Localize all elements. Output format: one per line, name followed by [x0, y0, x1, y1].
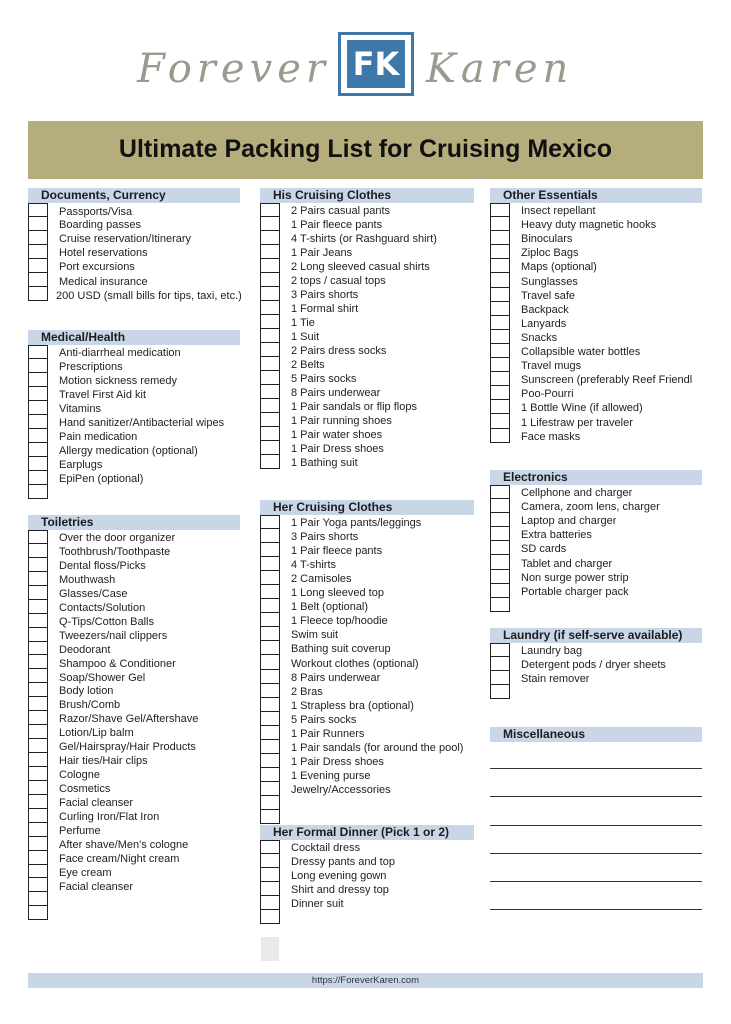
list-item: Poo-Pourri [521, 388, 574, 401]
checkbox[interactable] [261, 273, 279, 287]
checkbox[interactable] [29, 628, 47, 642]
list-item: 2 tops / casual tops [291, 275, 386, 287]
checkbox-column-documents [28, 203, 48, 301]
section-header-toiletries: Toiletries [28, 515, 240, 530]
checkbox[interactable] [261, 441, 279, 455]
checkbox-column-medical [28, 345, 48, 499]
checkbox[interactable] [29, 429, 47, 443]
checkbox[interactable] [29, 697, 47, 711]
checkbox-column-her [260, 515, 280, 824]
checkbox[interactable] [491, 685, 509, 699]
checkbox[interactable] [29, 415, 47, 429]
write-in-line[interactable] [490, 881, 702, 882]
checkbox[interactable] [261, 684, 279, 698]
checkbox[interactable] [261, 768, 279, 782]
checkbox[interactable] [261, 203, 279, 217]
logo-word-right: Karen [426, 46, 574, 92]
list-item: 1 Belt (optional) [291, 601, 369, 614]
checkbox[interactable] [491, 358, 509, 372]
list-item: Maps (optional) [521, 261, 597, 274]
checkbox[interactable] [29, 345, 47, 359]
checkbox[interactable] [29, 544, 47, 558]
checkbox[interactable] [261, 698, 279, 712]
checkbox[interactable] [29, 781, 47, 795]
list-item: 4 T-shirts [291, 559, 337, 572]
list-item: Razor/Shave Gel/Aftershave [59, 713, 199, 726]
list-item: 1 Evening purse [291, 769, 371, 782]
checkbox[interactable] [29, 443, 47, 457]
list-item: Lanyards [521, 317, 567, 330]
list-item: Cosmetics [59, 783, 111, 796]
list-item: 1 Formal shirt [291, 303, 359, 315]
checkbox[interactable] [261, 571, 279, 585]
checkbox[interactable] [29, 572, 47, 586]
checkbox[interactable] [261, 627, 279, 641]
list-item: 1 Pair sandals (for around the pool) [291, 741, 464, 754]
section-header-misc: Miscellaneous [490, 727, 702, 742]
checkbox[interactable] [491, 245, 509, 259]
list-item: 1 Pair water shoes [291, 429, 383, 441]
list-item: Lotion/Lip balm [59, 727, 134, 740]
checkbox[interactable] [29, 753, 47, 767]
section-header-electronics: Electronics [490, 470, 702, 485]
checkbox[interactable] [29, 767, 47, 781]
checkbox[interactable] [29, 614, 47, 628]
list-item: Motion sickness remedy [59, 375, 177, 387]
list-item: 1 Pair Jeans [291, 247, 353, 259]
list-item: 1 Bottle Wine (if allowed) [521, 402, 643, 415]
list-item: Tablet and charger [521, 557, 613, 570]
list-item: Sunglasses [521, 275, 578, 288]
list-item: Binoculars [521, 233, 573, 246]
section-header-formal: Her Formal Dinner (Pick 1 or 2) [260, 825, 474, 840]
list-item: Facial cleanser [59, 880, 133, 893]
list-item: Hand sanitizer/Antibacterial wipes [59, 417, 225, 429]
list-item: Face cream/Night cream [59, 852, 180, 865]
write-in-line[interactable] [490, 825, 702, 826]
list-item: Soap/Shower Gel [59, 671, 146, 684]
list-item: 3 Pairs shorts [291, 289, 359, 301]
checkbox[interactable] [261, 217, 279, 231]
list-item: Vitamins [59, 403, 101, 415]
list-item: Allergy medication (optional) [59, 445, 198, 457]
write-in-line[interactable] [490, 796, 702, 797]
checkbox[interactable] [261, 557, 279, 571]
list-item: Workout clothes (optional) [291, 657, 419, 670]
checkbox[interactable] [29, 795, 47, 809]
checkbox[interactable] [261, 515, 279, 529]
list-item: Gel/Hairspray/Hair Products [59, 741, 196, 754]
checkbox[interactable] [261, 245, 279, 259]
checkbox-column-toiletries [28, 530, 48, 920]
checkbox[interactable] [29, 809, 47, 823]
checkbox[interactable] [29, 359, 47, 373]
checkbox[interactable] [29, 655, 47, 669]
list-item: 1 Strapless bra (optional) [291, 699, 414, 712]
checkbox[interactable] [29, 725, 47, 739]
list-item: Long evening gown [291, 870, 387, 882]
checkbox[interactable] [261, 712, 279, 726]
list-item: 8 Pairs underwear [291, 387, 381, 399]
list-item: Deodorant [59, 643, 111, 656]
list-item: 5 Pairs socks [291, 373, 357, 385]
checkbox-column-his [260, 203, 280, 469]
checkbox[interactable] [29, 530, 47, 544]
list-item: Stain remover [521, 673, 590, 685]
checkbox[interactable] [491, 541, 509, 555]
list-item: 1 Bathing suit [291, 457, 358, 469]
list-item: Medical insurance [59, 276, 148, 288]
checkbox[interactable] [491, 386, 509, 400]
list-item: Snacks [521, 331, 558, 344]
checkbox[interactable] [261, 896, 279, 910]
list-item: Ziploc Bags [521, 247, 579, 260]
list-item: Toothbrush/Toothpaste [59, 545, 171, 558]
list-item: 3 Pairs shorts [291, 531, 359, 544]
checkbox[interactable] [491, 273, 509, 287]
list-item: 2 Pairs casual pants [291, 205, 391, 217]
checkbox[interactable] [29, 259, 47, 273]
checkbox[interactable] [491, 217, 509, 231]
checkbox[interactable] [29, 273, 47, 287]
checkbox[interactable] [29, 739, 47, 753]
checkbox[interactable] [491, 259, 509, 273]
list-item: Mouthwash [59, 573, 116, 586]
checkbox[interactable] [29, 231, 47, 245]
checkbox[interactable] [29, 245, 47, 259]
list-item: 200 USD (small bills for tips, taxi, etc.) [56, 290, 242, 302]
checkbox[interactable] [29, 878, 47, 892]
checkbox[interactable] [261, 259, 279, 273]
checkbox[interactable] [491, 429, 509, 443]
list-item: Bathing suit coverup [291, 643, 391, 656]
checkbox[interactable] [261, 427, 279, 441]
list-item: Heavy duty magnetic hooks [521, 219, 657, 232]
list-item: Dinner suit [291, 898, 344, 910]
checkbox-column-formal [260, 840, 280, 924]
checkbox[interactable] [491, 372, 509, 386]
checkbox[interactable] [29, 711, 47, 725]
footer-url: https://ForeverKaren.com [28, 973, 703, 988]
checkbox[interactable] [261, 585, 279, 599]
write-in-line[interactable] [490, 909, 702, 910]
list-item: Backpack [521, 303, 569, 316]
list-item: 2 Belts [291, 359, 325, 371]
list-item: Anti-diarrheal medication [59, 347, 181, 359]
page-title: Ultimate Packing List for Cruising Mexico [118, 135, 613, 163]
write-in-line[interactable] [490, 853, 702, 854]
list-item: 1 Pair Yoga pants/leggings [291, 517, 422, 529]
checkbox[interactable] [29, 471, 47, 485]
list-item: Curling Iron/Flat Iron [59, 811, 160, 823]
checkbox[interactable] [29, 892, 47, 906]
checkbox[interactable] [491, 288, 509, 302]
checkbox[interactable] [491, 330, 509, 344]
checkbox[interactable] [261, 754, 279, 768]
list-item: 1 Pair Dress shoes [291, 443, 384, 455]
list-item: Shirt and dressy top [291, 884, 389, 896]
list-item: 2 Pairs dress socks [291, 345, 387, 357]
list-item: Swim suit [291, 629, 339, 642]
list-item: Body lotion [59, 685, 114, 698]
checkbox[interactable] [491, 203, 509, 217]
section-header-medical: Medical/Health [28, 330, 240, 345]
checkbox[interactable] [29, 823, 47, 837]
list-item: Pain medication [59, 431, 138, 443]
checkbox[interactable] [261, 329, 279, 343]
list-item: 8 Pairs underwear [291, 671, 381, 684]
list-item: Shampoo & Conditioner [59, 657, 176, 670]
list-item: Cocktail dress [291, 842, 361, 854]
title-banner [28, 121, 703, 179]
checkbox[interactable] [261, 357, 279, 371]
list-item: Earplugs [59, 459, 103, 471]
list-item: EpiPen (optional) [59, 473, 144, 485]
list-item: Tweezers/nail clippers [59, 629, 168, 642]
checkbox[interactable] [29, 851, 47, 865]
logo-monogram-text: FK [347, 40, 405, 88]
checkbox[interactable] [491, 414, 509, 428]
list-item: Face masks [521, 430, 581, 443]
list-item: Passports/Visa [59, 206, 133, 218]
checkbox[interactable] [261, 670, 279, 684]
list-item: Hair ties/Hair clips [59, 755, 148, 768]
list-item: SD cards [521, 543, 567, 556]
checkbox[interactable] [491, 643, 509, 657]
checkbox[interactable] [29, 669, 47, 683]
list-item: Non surge power strip [521, 571, 629, 584]
list-item: 4 T-shirts (or Rashguard shirt) [291, 233, 437, 245]
list-item: Portable charger pack [521, 585, 629, 598]
checkbox[interactable] [491, 527, 509, 541]
list-item: 1 Fleece top/hoodie [291, 615, 388, 628]
checkbox[interactable] [29, 457, 47, 471]
list-item: 2 Long sleeved casual shirts [291, 261, 430, 273]
list-item: Detergent pods / dryer sheets [521, 659, 666, 671]
checkbox[interactable] [29, 217, 47, 231]
forever-karen-logo [0, 28, 731, 100]
list-item: Sunscreen (preferably Reef Friendl [521, 374, 693, 387]
list-item: 2 Camisoles [291, 573, 352, 586]
list-item: Facial cleanser [59, 797, 133, 810]
list-item: 1 Long sleeved top [291, 587, 384, 600]
checkbox[interactable] [261, 810, 279, 824]
checkbox[interactable] [261, 385, 279, 399]
list-item: Brush/Comb [59, 699, 121, 712]
list-item: 1 Pair fleece pants [291, 219, 383, 231]
checkbox[interactable] [261, 840, 279, 854]
checkbox[interactable] [261, 287, 279, 301]
list-item: Q-Tips/Cotton Balls [59, 615, 154, 628]
checkbox[interactable] [261, 613, 279, 627]
checkbox[interactable] [29, 642, 47, 656]
list-item: 1 Pair Runners [291, 727, 365, 740]
checkbox-column-electronics [490, 485, 510, 612]
checkbox[interactable] [261, 910, 279, 924]
checkbox[interactable] [29, 865, 47, 879]
checkbox[interactable] [29, 485, 47, 499]
list-item: Contacts/Solution [59, 601, 146, 614]
list-item: Eye cream [59, 866, 112, 879]
checkbox[interactable] [29, 373, 47, 387]
list-item: Camera, zoom lens, charger [521, 501, 660, 514]
checkbox[interactable] [261, 529, 279, 543]
checkbox[interactable] [491, 485, 509, 499]
checkbox[interactable] [29, 203, 47, 217]
checkbox[interactable] [261, 315, 279, 329]
checkbox[interactable] [491, 400, 509, 414]
list-item: Travel safe [521, 289, 576, 302]
checkbox[interactable] [261, 782, 279, 796]
faint-checkbox-remnant [261, 937, 279, 961]
list-item: 1 Pair running shoes [291, 415, 392, 427]
write-in-line[interactable] [490, 768, 702, 769]
list-item: After shave/Men's cologne [59, 838, 189, 851]
checkbox[interactable] [29, 683, 47, 697]
checkbox[interactable] [491, 555, 509, 569]
checkbox[interactable] [29, 287, 47, 301]
checkbox[interactable] [29, 906, 47, 920]
list-item: Boarding passes [59, 219, 141, 231]
checkbox[interactable] [491, 302, 509, 316]
checkbox[interactable] [29, 600, 47, 614]
checkbox[interactable] [29, 586, 47, 600]
logo-word-left: Forever [137, 46, 330, 92]
list-item: Laundry bag [521, 645, 583, 657]
checkbox[interactable] [491, 513, 509, 527]
list-item: Dressy pants and top [291, 856, 395, 868]
checkbox[interactable] [491, 344, 509, 358]
list-item: Hotel reservations [59, 247, 148, 259]
checkbox[interactable] [261, 301, 279, 315]
checkbox-column-laundry [490, 643, 510, 699]
list-item: Cellphone and charger [521, 487, 633, 499]
list-item: Dental floss/Picks [59, 559, 146, 572]
list-item: 1 Suit [291, 331, 320, 343]
list-item: Glasses/Case [59, 587, 128, 600]
section-header-his: His Cruising Clothes [260, 188, 474, 203]
checkbox[interactable] [491, 671, 509, 685]
section-header-other: Other Essentials [490, 188, 702, 203]
checkbox[interactable] [261, 655, 279, 669]
checkbox[interactable] [261, 641, 279, 655]
checkbox[interactable] [261, 868, 279, 882]
checkbox[interactable] [29, 837, 47, 851]
checkbox[interactable] [29, 401, 47, 415]
checkbox[interactable] [29, 558, 47, 572]
section-header-documents: Documents, Currency [28, 188, 240, 203]
logo-monogram [338, 32, 414, 96]
checkbox[interactable] [261, 740, 279, 754]
checkbox[interactable] [491, 570, 509, 584]
checkbox[interactable] [491, 499, 509, 513]
checkbox[interactable] [261, 726, 279, 740]
checkbox[interactable] [261, 796, 279, 810]
list-item: 5 Pairs socks [291, 713, 357, 726]
checkbox[interactable] [491, 584, 509, 598]
checkbox[interactable] [261, 882, 279, 896]
list-item: 1 Pair fleece pants [291, 545, 383, 558]
checkbox[interactable] [261, 599, 279, 613]
list-item: Perfume [59, 824, 101, 837]
checkbox[interactable] [261, 343, 279, 357]
list-item: 1 Pair Dress shoes [291, 755, 384, 768]
checkbox[interactable] [261, 231, 279, 245]
checkbox[interactable] [491, 657, 509, 671]
checkbox[interactable] [261, 413, 279, 427]
list-item: Laptop and charger [521, 515, 617, 528]
list-item: Travel mugs [521, 360, 582, 373]
list-item: 1 Tie [291, 317, 315, 329]
section-header-laundry: Laundry (if self-serve available) [490, 628, 702, 643]
list-item: Cruise reservation/Itinerary [59, 233, 192, 245]
checkbox[interactable] [261, 455, 279, 469]
checkbox[interactable] [491, 598, 509, 612]
list-item: Over the door organizer [59, 532, 176, 544]
list-item: 1 Pair sandals or flip flops [291, 401, 417, 413]
list-item: Prescriptions [59, 361, 123, 373]
list-item: Collapsible water bottles [521, 346, 641, 358]
checkbox[interactable] [261, 854, 279, 868]
list-item: 1 Lifestraw per traveler [521, 416, 633, 429]
list-item: Port excursions [59, 261, 135, 273]
checkbox[interactable] [29, 387, 47, 401]
list-item: Jewelry/Accessories [291, 783, 391, 796]
checkbox[interactable] [261, 399, 279, 413]
list-item: Insect repellant [521, 205, 596, 217]
list-item: Travel First Aid kit [59, 389, 146, 401]
list-item: 2 Bras [291, 685, 323, 698]
checkbox[interactable] [491, 316, 509, 330]
checkbox[interactable] [261, 543, 279, 557]
checkbox-column-other [490, 203, 510, 443]
section-header-her: Her Cruising Clothes [260, 500, 474, 515]
list-item: Cologne [59, 769, 100, 782]
list-item: Extra batteries [521, 529, 592, 542]
checkbox[interactable] [491, 231, 509, 245]
checkbox[interactable] [261, 371, 279, 385]
